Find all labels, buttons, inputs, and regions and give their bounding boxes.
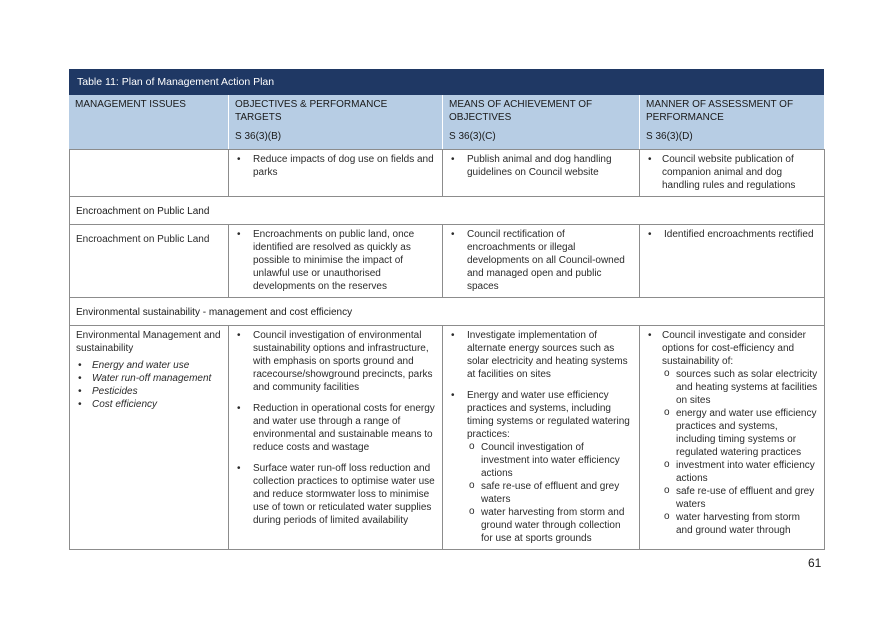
- objective-cell: [229, 326, 443, 550]
- sub-list: [662, 368, 818, 537]
- table-row-encroachment: [70, 225, 825, 298]
- means-cell: [443, 150, 640, 197]
- table-row-dog: [70, 150, 825, 197]
- header-title: MANNER OF ASSESSMENT OF PERFORMANCE: [646, 99, 794, 123]
- header-code: S 36(3)(D): [646, 131, 693, 142]
- sub-list-item: o energy and water use efficiency practices and systems, including timing systems or regulated watering practices: [662, 407, 818, 459]
- list-item: • Energy and water use: [76, 359, 222, 372]
- header-assessment: [639, 95, 824, 149]
- list-item: • Water run-off management: [76, 372, 222, 385]
- list-item: • Identified encroachments rectified: [646, 228, 818, 241]
- header-objectives: [228, 95, 442, 149]
- issue-cell: [70, 150, 229, 197]
- header-title: MEANS OF ACHIEVEMENT OF OBJECTIVES: [449, 99, 593, 123]
- table-title: Table 11: Plan of Management Action Plan: [69, 69, 824, 95]
- list-item: • Pesticides: [76, 385, 222, 398]
- means-cell: [443, 225, 640, 298]
- header-means: [442, 95, 639, 149]
- sub-list: [467, 441, 633, 545]
- issue-list: [76, 359, 222, 411]
- list-item: • Reduce impacts of dog use on fields and parks: [235, 153, 436, 179]
- issue-cell: [70, 326, 229, 550]
- section-heading: Environmental sustainability - management and cost efficiency: [70, 298, 825, 326]
- objective-cell: [229, 150, 443, 197]
- list-item: • Encroachments on public land, once identified are resolved as quickly as possible to minimise the impact of unlawful use or unauthorised developments on the reserves: [235, 228, 436, 293]
- list-item: [449, 389, 633, 545]
- assessment-cell: [640, 150, 825, 197]
- section-heading: Encroachment on Public Land: [70, 197, 825, 225]
- sub-list-item: o safe re-use of effluent and grey waters: [662, 485, 818, 511]
- issue-label: Environmental Management and sustainability: [76, 330, 221, 354]
- sub-list-item: o Council investigation of investment into water efficiency actions: [467, 441, 633, 480]
- page-number: 61: [808, 556, 822, 570]
- assessment-cell: [640, 225, 825, 298]
- sub-list-item: o safe re-use of effluent and grey waters: [467, 480, 633, 506]
- list-item: • Publish animal and dog handling guidelines on Council website: [449, 153, 633, 179]
- assessment-cell: [640, 326, 825, 550]
- header-title: OBJECTIVES & PERFORMANCE TARGETS: [235, 99, 388, 123]
- header-code: S 36(3)(B): [235, 131, 282, 142]
- sub-list-item: o water harvesting from storm and ground water through collection for use at sports grounds: [467, 506, 633, 545]
- sub-list-item: o sources such as solar electricity and heating systems at facilities on sites: [662, 368, 818, 407]
- header-code: S 36(3)(C): [449, 131, 496, 142]
- header-title: MANAGEMENT ISSUES: [75, 99, 186, 110]
- list-item: • Council investigation of environmental sustainability options and infrastructure, with emphasis on sports ground and racecourse/showground precincts, parks and community facilities: [235, 329, 436, 394]
- list-item-text: Council investigate and consider options for cost-efficiency and sustainability of:: [662, 330, 806, 367]
- table-row-environment: [70, 326, 825, 550]
- issue-cell: [70, 225, 229, 298]
- list-item: • Council rectification of encroachments or illegal developments on all Council-owned and managed open and public spaces: [449, 228, 633, 293]
- list-item: • Surface water run-off loss reduction and collection practices to optimise water use and reduce stormwater loss to minimise use of town or reticulated water supplies during periods of limited availability: [235, 462, 436, 527]
- section-row-encroachment: [70, 197, 825, 225]
- list-item: [646, 329, 818, 537]
- list-item: • Investigate implementation of alternate energy sources such as solar electricity and heating systems at facilities on sites: [449, 329, 633, 381]
- list-item: • Cost efficiency: [76, 398, 222, 411]
- list-item-text: Energy and water use efficiency practices and systems, including timing systems or regulated watering practices:: [467, 390, 630, 440]
- list-item: • Reduction in operational costs for energy and water use through a range of environmental and sustainable means to reduce costs and wastage: [235, 402, 436, 454]
- list-item: • Council website publication of companion animal and dog handling rules and regulations: [646, 153, 818, 192]
- header-management-issues: [69, 95, 228, 149]
- issue-label: Encroachment on Public Land: [76, 234, 210, 245]
- sub-list-item: o water harvesting from storm and ground water through: [662, 511, 818, 537]
- sub-list-item: o investment into water efficiency actions: [662, 459, 818, 485]
- means-cell: [443, 326, 640, 550]
- action-plan-table: [69, 149, 825, 550]
- objective-cell: [229, 225, 443, 298]
- section-row-environment: [70, 298, 825, 326]
